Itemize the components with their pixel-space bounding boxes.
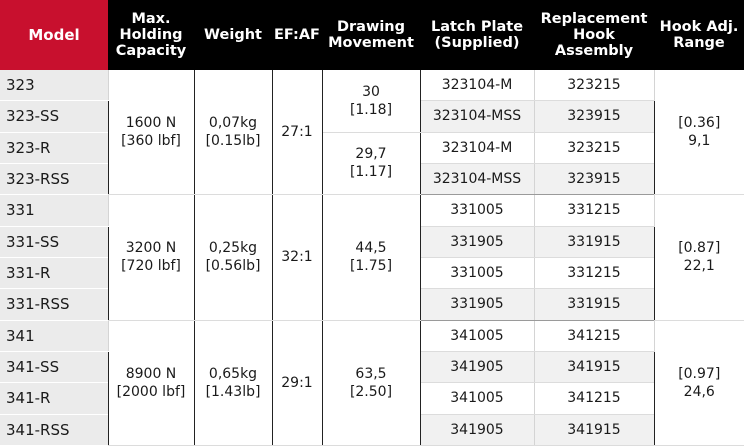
range-in: [0.36] [678, 115, 721, 132]
latch-cell: 341905 [420, 414, 534, 445]
latch-cell: 341005 [420, 383, 534, 414]
movement-cell [322, 320, 420, 445]
capacity-newton: 8900 N [125, 365, 177, 382]
header-model: Model [0, 0, 108, 70]
movement-in: [1.18] [349, 101, 393, 118]
header-range: Hook Adj. Range [654, 0, 744, 70]
movement-cell [322, 70, 420, 132]
header-ratio: EF:AF [272, 0, 322, 70]
capacity-cell [108, 320, 194, 445]
weight-metric: 0,07kg [208, 115, 258, 132]
table-row [0, 70, 744, 101]
header-row [0, 0, 744, 70]
latch-cell: 341905 [420, 351, 534, 382]
range-mm: 9,1 [688, 133, 711, 150]
hook-cell: 323215 [534, 70, 654, 101]
latch-cell: 323104-M [420, 70, 534, 101]
hook-cell: 331915 [534, 226, 654, 257]
header-hook: Replacement Hook Assembly [534, 0, 654, 70]
model-cell: 331-SS [0, 226, 108, 257]
hook-cell: 341915 [534, 351, 654, 382]
header-weight: Weight [194, 0, 272, 70]
table-row [0, 320, 744, 351]
hook-cell: 341915 [534, 414, 654, 445]
range-cell [654, 320, 744, 445]
model-cell: 341-SS [0, 351, 108, 382]
latch-cell: 323104-MSS [420, 163, 534, 194]
model-cell: 323-R [0, 132, 108, 163]
latch-cell: 341005 [420, 320, 534, 351]
capacity-cell [108, 195, 194, 320]
capacity-lbf: [720 lbf] [121, 258, 181, 275]
capacity-newton: 1600 N [125, 115, 177, 132]
hook-cell: 323215 [534, 132, 654, 163]
capacity-newton: 3200 N [125, 240, 177, 257]
model-cell: 331-RSS [0, 289, 108, 320]
range-cell [654, 70, 744, 195]
ratio-cell: 32:1 [272, 195, 322, 320]
movement-mm: 29,7 [355, 146, 387, 163]
range-cell [654, 195, 744, 320]
model-cell: 341-RSS [0, 414, 108, 445]
weight-metric: 0,25kg [208, 240, 258, 257]
latch-cell: 331005 [420, 257, 534, 288]
weight-imperial: [0.15lb] [205, 133, 261, 150]
model-cell: 323-RSS [0, 163, 108, 194]
range-in: [0.87] [678, 240, 721, 257]
header-latch: Latch Plate (Supplied) [420, 0, 534, 70]
movement-cell [322, 195, 420, 320]
capacity-lbf: [360 lbf] [121, 133, 181, 150]
weight-cell [194, 320, 272, 445]
movement-mm: 63,5 [355, 365, 387, 382]
weight-cell [194, 70, 272, 195]
range-mm: 24,6 [683, 383, 715, 400]
movement-cell [322, 132, 420, 195]
movement-mm: 44,5 [355, 240, 387, 257]
model-cell: 331-R [0, 257, 108, 288]
capacity-cell [108, 70, 194, 195]
model-cell: 323 [0, 70, 108, 101]
hook-cell: 331915 [534, 289, 654, 320]
movement-mm: 30 [362, 83, 380, 100]
model-cell: 331 [0, 195, 108, 226]
hook-cell: 331215 [534, 257, 654, 288]
hook-cell: 331215 [534, 195, 654, 226]
hook-cell: 323915 [534, 163, 654, 194]
latch-cell: 331005 [420, 195, 534, 226]
latch-cell: 323104-M [420, 132, 534, 163]
latch-cell: 323104-MSS [420, 101, 534, 132]
ratio-cell: 27:1 [272, 70, 322, 195]
range-in: [0.97] [678, 365, 721, 382]
capacity-lbf: [2000 lbf] [116, 383, 186, 400]
table-row [0, 195, 744, 226]
hook-cell: 323915 [534, 101, 654, 132]
hook-cell: 341215 [534, 383, 654, 414]
model-cell: 323-SS [0, 101, 108, 132]
header-capacity: Max. Holding Capacity [108, 0, 194, 70]
weight-cell [194, 195, 272, 320]
weight-imperial: [0.56lb] [205, 258, 261, 275]
model-cell: 341 [0, 320, 108, 351]
weight-imperial: [1.43lb] [205, 383, 261, 400]
latch-cell: 331905 [420, 226, 534, 257]
weight-metric: 0,65kg [208, 365, 258, 382]
range-mm: 22,1 [683, 258, 715, 275]
ratio-cell: 29:1 [272, 320, 322, 445]
latch-cell: 331905 [420, 289, 534, 320]
movement-in: [2.50] [349, 383, 393, 400]
hook-cell: 341215 [534, 320, 654, 351]
model-cell: 341-R [0, 383, 108, 414]
movement-in: [1.75] [349, 258, 393, 275]
header-movement: Drawing Movement [322, 0, 420, 70]
movement-in: [1.17] [349, 164, 393, 181]
